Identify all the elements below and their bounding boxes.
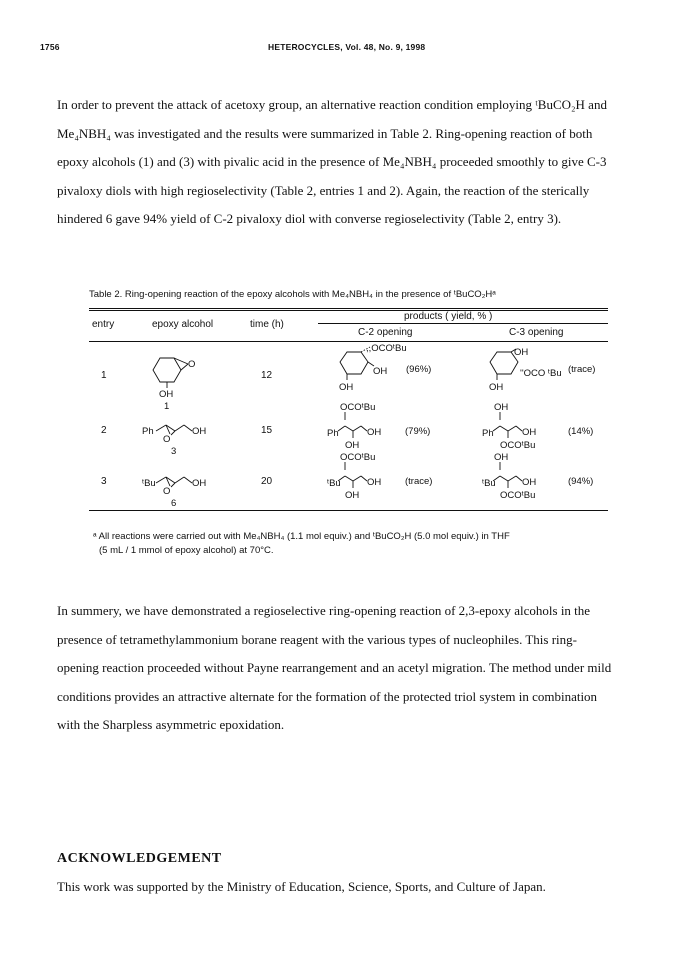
header-bottom-rule xyxy=(89,341,608,342)
hydroxyl-label: OH xyxy=(192,426,207,437)
time-value: 15 xyxy=(261,425,273,436)
text-line: hindered 6 gave 94% yield of C-2 pivaloxy diol with converse regioselectivity (Table 2, entry 3). xyxy=(57,211,562,226)
entry-number: 1 xyxy=(101,370,107,381)
tert-butyl-label: ᵗBu xyxy=(327,478,341,489)
chain-bond xyxy=(156,477,166,483)
epoxy-alcohol-3-structure xyxy=(140,412,230,462)
chain-bond xyxy=(338,426,345,431)
intro-paragraph xyxy=(57,91,637,234)
yield-label: (94%) xyxy=(568,476,594,487)
cyclohexane-ring xyxy=(153,358,181,382)
yield-label: (96%) xyxy=(406,364,432,375)
ester-label: ''OCO ᵗBu xyxy=(520,368,562,379)
footnote-line: (5 mL / 1 mmol of epoxy alcohol) at 70°C. xyxy=(99,545,274,556)
hydroxyl-label: OH xyxy=(522,477,537,488)
acknowledgement-text: This work was supported by the Ministry of Education, Science, Sports, and Culture of Japan. xyxy=(57,879,546,894)
table-footnote xyxy=(93,530,510,558)
oxygen-label: O xyxy=(163,434,171,445)
summary-paragraph xyxy=(57,597,637,740)
header-entry: entry xyxy=(92,319,115,330)
hydroxyl-label: OH xyxy=(345,440,360,451)
text-line: with the Sharpless asymmetric epoxidation. xyxy=(57,717,285,732)
phenyl-label: Ph xyxy=(327,428,339,439)
chain-bond xyxy=(353,426,361,431)
compound-number: 6 xyxy=(171,498,177,509)
hydroxyl-label: OH xyxy=(192,478,207,489)
chain-bond xyxy=(493,426,500,431)
epoxy-alcohol-6-structure xyxy=(140,464,230,514)
compound-number: 3 xyxy=(171,446,177,457)
ester-label: OCOᵗBu xyxy=(500,440,536,451)
hydroxyl-label: OH xyxy=(522,427,537,438)
chain-bond xyxy=(184,477,192,483)
table-caption: Table 2. Ring-opening reaction of the epoxy alcohols with Me₄NBH₄ in the presence of ᵗBuCO₂Hᵃ xyxy=(89,289,496,300)
cyclohexane-ring xyxy=(340,352,368,374)
hydroxyl-label: OH xyxy=(373,366,388,377)
time-value: 12 xyxy=(261,370,273,381)
yield-label: (79%) xyxy=(405,426,431,437)
text-line: presence of tetramethylammonium borane reagent with the various types of nucleophiles. This ring- xyxy=(57,631,577,647)
oxygen-label: O xyxy=(188,359,196,370)
chain-bond xyxy=(500,426,508,431)
hydroxyl-label: OH xyxy=(159,389,174,400)
ester-label: OCOᵗBu xyxy=(340,452,376,463)
product-c2-entry3-structure xyxy=(325,452,465,512)
product-c2-entry1-structure xyxy=(330,344,450,404)
oxygen-label: O xyxy=(163,486,171,497)
chain-bond xyxy=(175,425,184,431)
table-top-rule-double xyxy=(89,310,608,311)
epoxide-bond xyxy=(171,431,175,435)
text-line: epoxy alcohols (1) and (3) with pivalic acid in the presence of Me₄NBH₄ proceeded smoothly to give C-3 xyxy=(57,154,607,169)
phenyl-label: Ph xyxy=(142,426,154,437)
hydroxyl-label: OH xyxy=(339,382,354,393)
epoxide-bond xyxy=(171,483,175,487)
text-line: In order to prevent the attack of acetoxy group, an alternative reaction condition employing ᵗBuCO₂H and xyxy=(57,97,607,112)
chain-bond xyxy=(175,477,184,483)
tert-butyl-label: ᵗBu xyxy=(482,478,496,489)
hydroxyl-label: OH xyxy=(514,347,529,358)
table-top-rule xyxy=(89,308,608,309)
yield-label: (14%) xyxy=(568,426,594,437)
text-line: In summery, we have demonstrated a regioselective ring-opening reaction of 2,3-epoxy alcohols in the xyxy=(57,603,591,618)
chain-bond xyxy=(345,426,353,431)
header-products: products ( yield, % ) xyxy=(404,311,493,322)
header-c2-opening: C-2 opening xyxy=(358,327,413,338)
entry-number: 2 xyxy=(101,425,107,436)
compound-number: 1 xyxy=(164,401,170,412)
header-time: time (h) xyxy=(250,319,284,330)
entry-number: 3 xyxy=(101,476,107,487)
hydroxyl-label: OH xyxy=(489,382,504,393)
chain-bond xyxy=(353,476,361,481)
text-line: pivaloxy diols with high regioselectivity (Table 2, entries 1 and 2). Again, the reaction of the sterically xyxy=(57,182,590,198)
journal-header: HETEROCYCLES, Vol. 48, No. 9, 1998 xyxy=(268,42,426,52)
text-line: Me₄NBH₄ was investigated and the results were summarized in Table 2. Ring-opening reaction of both xyxy=(57,125,593,141)
hydroxyl-label: OH xyxy=(345,490,360,501)
header-c3-opening: C-3 opening xyxy=(509,327,564,338)
hydroxyl-label: OH xyxy=(494,452,509,463)
text-line: opening reaction proceeded without Payne rearrangement and an acetyl migration. The method under mild xyxy=(57,660,612,675)
tert-butyl-label: ᵗBu xyxy=(142,478,156,489)
product-c3-entry3-structure xyxy=(480,452,610,512)
chain-bond xyxy=(345,476,353,481)
footnote-line: ᵃ All reactions were carried out with Me₄NBH₄ (1.1 mol equiv.) and ᵗBuCO₂H (5.0 mol equiv.) in THF xyxy=(93,531,510,542)
text-line: conditions provides an attractive alternate for the formation of the protected triol system in combination xyxy=(57,688,598,704)
hydroxyl-label: OH xyxy=(367,427,382,438)
chain-bond xyxy=(508,476,516,481)
yield-label: (trace) xyxy=(568,364,596,375)
ester-label: ,,OCOᵗBu xyxy=(366,343,407,354)
ester-label: OCOᵗBu xyxy=(340,402,376,413)
hydroxyl-label: OH xyxy=(494,402,509,413)
time-value: 20 xyxy=(261,476,273,487)
product-c3-entry1-structure xyxy=(480,344,610,404)
header-epoxy-alcohol: epoxy alcohol xyxy=(152,319,214,330)
chain-bond xyxy=(500,476,508,481)
yield-label: (trace) xyxy=(405,476,433,487)
products-rule xyxy=(318,323,608,324)
chain-bond xyxy=(508,426,516,431)
chain-bond xyxy=(156,425,166,431)
ester-label: OCOᵗBu xyxy=(500,490,536,501)
epoxide-bond xyxy=(181,364,188,370)
chain-bond xyxy=(184,425,192,431)
page-number: 1756 xyxy=(40,42,60,52)
hydroxyl-label: OH xyxy=(367,477,382,488)
acknowledgement-heading: ACKNOWLEDGEMENT xyxy=(57,851,222,866)
phenyl-label: Ph xyxy=(482,428,494,439)
epoxy-alcohol-1-structure xyxy=(140,352,210,412)
